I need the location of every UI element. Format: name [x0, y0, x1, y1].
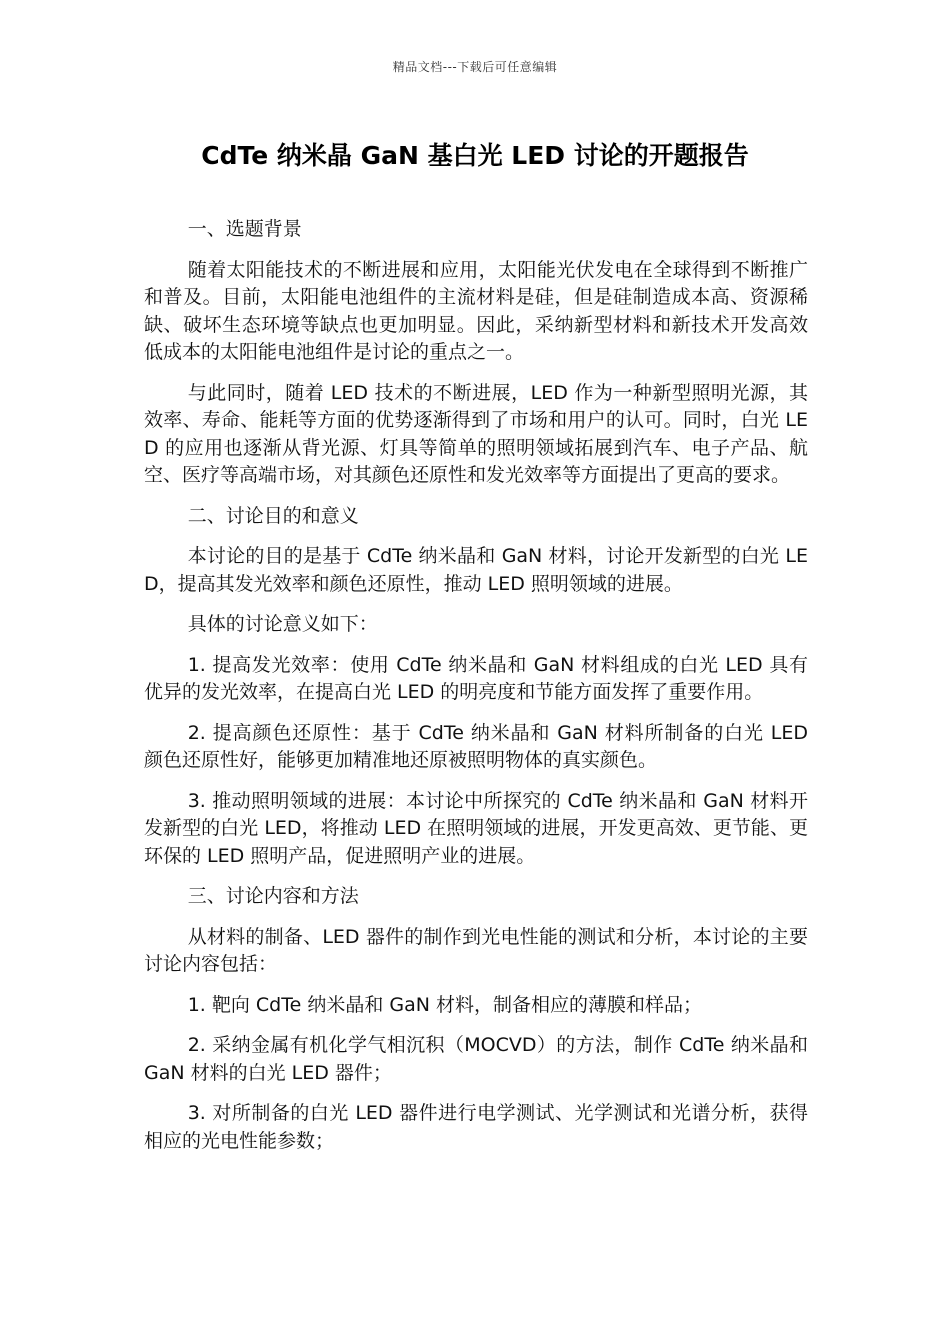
list-item: 3. 推动照明领域的进展：本讨论中所探究的 CdTe 纳米晶和 GaN 材料开发新型的白光 LED，将推动 LED 在照明领域的进展，开发更高效、更节能、更环保的 LED 照明产品，促进照明产业的进展。: [144, 789, 808, 867]
section-heading-content: 三、讨论内容和方法: [187, 885, 359, 907]
section-heading-purpose: 二、讨论目的和意义: [187, 504, 359, 527]
document-title: CdTe 纳米晶 GaN 基白光 LED 讨论的开题报告: [201, 141, 749, 170]
paragraph: 本讨论的目的是基于 CdTe 纳米晶和 GaN 材料，讨论开发新型的白光 LED，提高其发光效率和颜色还原性，推动 LED 照明领域的进展。: [144, 545, 808, 595]
list-item: 2. 提高颜色还原性：基于 CdTe 纳米晶和 GaN 材料所制备的白光 LED 颜色还原性好，能够更加精准地还原被照明物体的真实颜色。: [144, 721, 808, 771]
list-item: 2. 采纳金属有机化学气相沉积（MOCVD）的方法，制作 CdTe 纳米晶和 GaN 材料的白光 LED 器件；: [144, 1034, 808, 1084]
list-item: 3. 对所制备的白光 LED 器件进行电学测试、光学测试和光谱分析，获得相应的光电性能参数；: [144, 1102, 808, 1152]
paragraph: 从材料的制备、LED 器件的制作到光电性能的测试和分析，本讨论的主要讨论内容包括：: [144, 925, 808, 975]
paragraph: 具体的讨论意义如下：: [187, 613, 378, 635]
document-body: [144, 216, 808, 1168]
paragraph: 随着太阳能技术的不断进展和应用，太阳能光伏发电在全球得到不断推广和普及。目前，太阳能电池组件的主流材料是硅，但是硅制造成本高、资源稀缺、破坏生态环境等缺点也更加明显。因此，采纳新型材料和新技术开发高效低成本的太阳能电池组件是讨论的重点之一。: [144, 258, 808, 363]
list-item: 1. 提高发光效率：使用 CdTe 纳米晶和 GaN 材料组成的白光 LED 具有优异的发光效率，在提高白光 LED 的明亮度和节能方面发挥了重要作用。: [144, 653, 808, 703]
list-item: 1. 靶向 CdTe 纳米晶和 GaN 材料，制备相应的薄膜和样品；: [187, 993, 702, 1016]
header-note: 精品文档---下载后可任意编辑: [392, 60, 558, 74]
section-heading-background: 一、选题背景: [187, 218, 302, 240]
paragraph: 与此同时，随着 LED 技术的不断进展，LED 作为一种新型照明光源，其效率、寿命、能耗等方面的优势逐渐得到了市场和用户的认可。同时，白光 LED 的应用也逐渐从背光源、灯具等简单的照明领域拓展到汽车、电子产品、航空、医疗等高端市场，对其颜色还原性和发光效率等方面提出了更高的要求。: [144, 381, 808, 486]
